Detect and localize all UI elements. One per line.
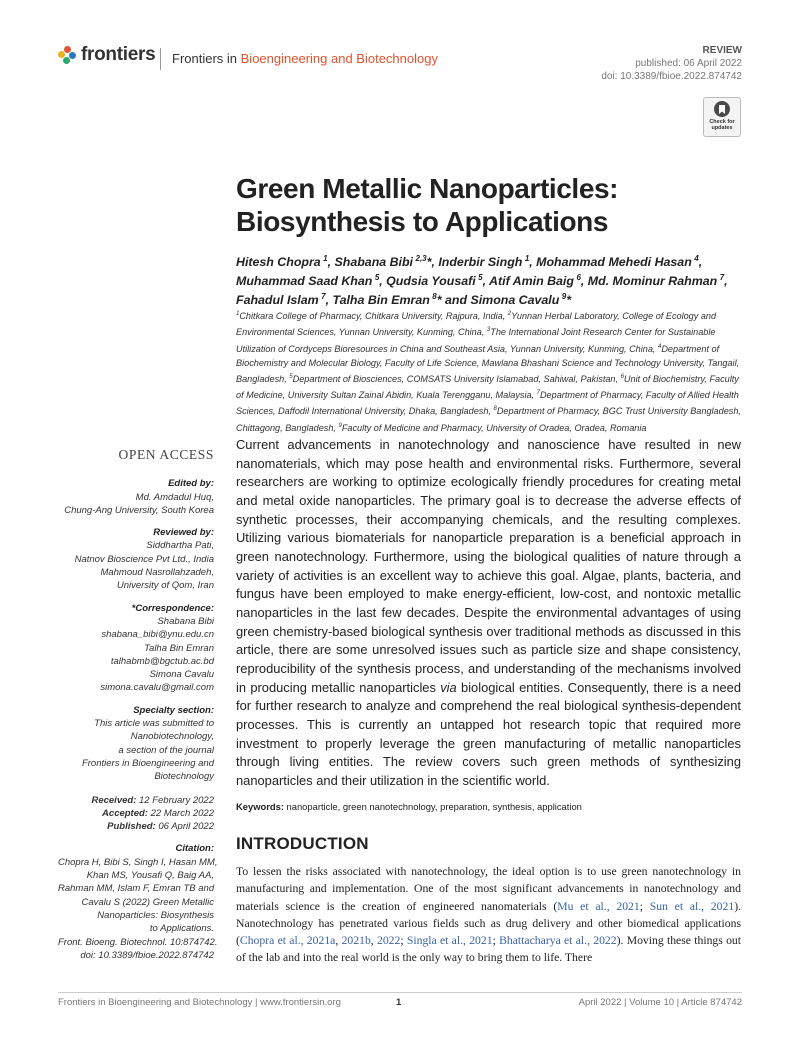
keywords <box>236 801 741 812</box>
frontiers-logo-icon <box>58 46 76 64</box>
affiliation-text: Department of Biosciences, COMSATS University Islamabad, Sahiwal, Pakistan, <box>292 374 621 384</box>
author-separator: , <box>724 274 728 289</box>
journal-name[interactable] <box>172 51 438 66</box>
reference-link[interactable]: Chopra et al., 2021a <box>239 934 336 948</box>
intro-text: ; <box>400 934 407 948</box>
specialty-heading: Specialty section: <box>133 704 214 716</box>
introduction-heading: INTRODUCTION <box>236 834 369 853</box>
affiliation-number: 2 <box>507 311 512 317</box>
affiliation-number: 8 <box>493 406 497 413</box>
author-separator: , <box>327 255 335 270</box>
intro-text: , <box>335 934 342 948</box>
article-type: REVIEW <box>702 45 742 56</box>
author-affiliation-number: 5 <box>374 273 380 283</box>
sidebar-line: simona.cavalu@gmail.com <box>100 682 214 694</box>
author-separator: * <box>566 293 572 308</box>
keywords-text: nanoparticle, green nanotechnology, preparation, synthesis, application <box>283 801 582 812</box>
affiliation-number: 1 <box>236 311 240 317</box>
affiliation-text: Department of Pharmacy, Faculty of Allied Health Sciences, Daffodil International University, Dhaka, Bangladesh, <box>236 390 739 417</box>
published-date: published: 06 April 2022 <box>635 58 742 69</box>
author-separator: , <box>482 274 490 289</box>
sidebar-line: Nanoparticles: Biosynthesis <box>97 909 214 921</box>
sidebar-line: Rahman MM, Islam F, Emran TB and <box>58 883 215 895</box>
article-doi[interactable]: doi: 10.3389/fbioe.2022.874742 <box>601 71 742 82</box>
author-name[interactable]: Hitesh Chopra <box>236 255 321 270</box>
check-for-updates-button[interactable] <box>703 97 741 137</box>
affiliation-text: The International Joint Research Center for Sustainable Utilization of Cordyceps Bioresources in China and Southeast Asia, Yunnan University, Kunming, China, <box>236 327 716 354</box>
date-line <box>58 794 214 807</box>
author-affiliation-number: 9 <box>561 292 567 302</box>
affiliation-number: 3 <box>486 327 491 334</box>
author-list <box>236 251 741 308</box>
reference-link[interactable]: Singla et al., 2021 <box>406 934 493 948</box>
author-name[interactable]: Atif Amin Baig <box>489 274 574 289</box>
sidebar-line: to Applications. <box>149 923 214 935</box>
sidebar-line: Natnov Bioscience Pvt Ltd., India <box>74 553 214 565</box>
author-separator: , <box>379 274 387 289</box>
sidebar-line: Biotechnology <box>154 771 214 783</box>
sidebar-line: Chung-Ang University, South Korea <box>64 504 214 516</box>
affiliation-text: Department of Pharmacy, BGC Trust University Bangladesh, Chittagong, Bangladesh, <box>236 406 741 433</box>
reference-link[interactable]: Mu et al., 2021 <box>557 899 640 913</box>
footer-journal[interactable]: Frontiers in Bioengineering and Biotechnology | www.frontiersin.org <box>58 997 341 1008</box>
specialty-block <box>58 717 214 783</box>
affiliation-number: 4 <box>658 343 662 350</box>
edited-by-block <box>58 491 214 518</box>
sidebar-line: Mahmoud Nasrollahzadeh, <box>100 567 214 579</box>
introduction-body <box>236 863 741 967</box>
author-name[interactable]: Md. Mominur Rahman <box>587 274 718 289</box>
affiliation-text: Department of Biochemistry and Molecular Biology, Faculty of Life Science, Mawlana Bhashani Science and Technology University, Tangail, Bangladesh, <box>236 343 740 384</box>
edited-by-heading: Edited by: <box>168 478 214 490</box>
author-separator: *, <box>426 255 439 270</box>
sidebar-line: Siddhartha Pati, <box>146 540 214 552</box>
author-affiliation-number: 1 <box>524 254 530 263</box>
correspondence-block <box>58 615 214 695</box>
header-divider <box>160 48 161 70</box>
reviewed-by-block <box>58 539 214 592</box>
keywords-label: Keywords: <box>236 801 284 812</box>
affiliation-text: Unit of Biochemistry, Faculty of Medicine, University Sultan Zainal Abidin, Kuala Terengganu, Malaysia, <box>236 374 739 401</box>
article-info-sidebar <box>58 447 218 962</box>
intro-text: , <box>370 934 377 948</box>
sidebar-line: Front. Bioeng. Biotechnol. 10:874742. <box>58 936 218 948</box>
author-separator: , <box>325 293 333 308</box>
sidebar-line: talhabmb@bgctub.ac.bd <box>110 655 214 667</box>
date-line <box>58 820 214 833</box>
sidebar-line: shabana_bibi@ynu.edu.cn <box>101 629 214 641</box>
date-value: 12 February 2022 <box>136 794 214 806</box>
sidebar-line: Khan MS, Yousafi Q, Baig AA, <box>86 870 214 882</box>
affiliation-number: 9 <box>338 422 342 429</box>
check-updates-line: updates <box>711 125 733 131</box>
footer-divider <box>58 992 742 993</box>
author-affiliation-number: 8 <box>432 292 437 302</box>
title-line: Biosynthesis to Applications <box>236 206 609 237</box>
sidebar-line: Frontiers in Bioengineering and <box>81 757 214 769</box>
date-label: Received: <box>91 794 137 806</box>
author-name[interactable]: Simona Cavalu <box>470 293 560 308</box>
author-name[interactable]: Qudsia Yousafi <box>386 274 476 289</box>
check-for-updates-label <box>709 119 734 131</box>
sidebar-line: Shabana Bibi <box>157 615 214 627</box>
bookmark-icon <box>714 101 730 117</box>
sidebar-line: Nanobiotechnology, <box>130 731 214 743</box>
author-separator: , <box>698 255 703 270</box>
sidebar-line: Simona Cavalu <box>149 669 214 681</box>
journal-accent: Bioengineering and Biotechnology <box>240 51 438 66</box>
reference-link[interactable]: Sun et al., 2021 <box>649 899 735 913</box>
sidebar-line: University of Qom, Iran <box>116 580 214 592</box>
sidebar-line: Md. Amdadul Huq, <box>135 491 214 503</box>
author-affiliation-number: 4 <box>694 254 699 263</box>
intro-text: To lessen the risks associated with nanotechnology, the ideal option is to use green nanotechnology in manufacturing and implementation. One of the most significant advancements in nanotechnology and materials science is the creation of engineered nanomaterials ( <box>236 865 741 913</box>
sidebar-line: This article was submitted to <box>94 718 214 730</box>
author-name[interactable]: Fahadul Islam <box>236 293 319 308</box>
affiliation-text: Yunnan Herbal Laboratory, College of Ecology and Environmental Sciences, Yunnan University, Kunming, China, <box>236 311 717 338</box>
author-affiliation-number: 1 <box>323 254 328 263</box>
article-meta <box>601 44 742 83</box>
correspondence-heading: *Correspondence: <box>131 602 214 614</box>
sidebar-line: Talha Bin Emran <box>144 642 214 654</box>
abstract-text: Current advancements in nanotechnology and nanoscience have resulted in new nanomaterials, which may pose health and environmental risks. Furthermore, several researchers are working to optimize ecologically friendly procedures for creating metal and metal oxide nanoparticles. The primary goal is to decrease the adverse effects of synthetic processes, their accompanying chemicals, and the resulting complexes. Utilizing various biomaterials for nanoparticle preparation is a beneficial approach in green nanotechnology. Furthermore, using the biological qualities of nature through a variety of activities is an excellent way to achieve this goal. Algae, plants, bacteria, and fungus have been employed to make energy-efficient, low-cost, and nontoxic metallic nanoparticles in the last few decades. Despite the environmental advantages of using green chemistry-based biological synthesis over traditional methods as discussed in this article, there are some unresolved issues such as particle size and shape consistency, reproducibility of the synthesis process, and understanding of the mechanisms involved in producing metallic nanoparticles <box>236 437 741 695</box>
abstract-text: biological entities. Consequently, there is a need for further research to analyze and comprehend the real biological synthesis-dependent processes. This is currently an untapped hot research topic that required more investment to properly leverage the green manufacturing of metallic nanoparticles through living entities. The review covers such green methods of synthesizing nanoparticles and their utilization in the scientific world. <box>236 679 741 788</box>
author-name[interactable]: Talha Bin Emran <box>332 293 430 308</box>
date-label: Accepted: <box>102 807 148 819</box>
page-number: 1 <box>396 997 402 1008</box>
frontiers-logo[interactable] <box>58 44 155 66</box>
author-name[interactable]: Muhammad Saad Khan <box>236 274 373 289</box>
intro-text: ; <box>639 899 650 913</box>
intro-text: ; <box>492 934 500 948</box>
title-line: Green Metallic Nanoparticles: <box>236 173 619 204</box>
check-updates-line: Check for <box>709 119 735 125</box>
sidebar-line: a section of the journal <box>118 744 214 756</box>
affiliation-number: 6 <box>620 373 624 380</box>
logo-text: frontiers <box>81 44 156 65</box>
reference-link[interactable]: Bhattacharya et al., 2022 <box>499 934 617 948</box>
author-affiliation-number: 7 <box>719 273 725 283</box>
author-name[interactable]: Shabana Bibi <box>334 255 414 270</box>
reference-link[interactable]: 2022 <box>376 934 401 948</box>
abstract <box>236 436 741 790</box>
affiliation-number: 5 <box>289 373 293 380</box>
dates-block <box>58 794 214 834</box>
sidebar-line: Chopra H, Bibi S, Singh I, Hasan MM, <box>58 856 218 868</box>
journal-prefix: Frontiers in <box>172 51 241 66</box>
intro-text: ). Moving these things out of the lab and into the real world is the only way to bring them to life. There <box>236 934 742 965</box>
citation-heading: Citation: <box>175 843 214 855</box>
author-name[interactable]: Inderbir Singh <box>438 255 523 270</box>
author-affiliation-number: 6 <box>576 273 581 283</box>
abstract-italic: via <box>440 679 457 695</box>
reviewed-by-heading: Reviewed by: <box>153 527 214 539</box>
sidebar-line: doi: 10.3389/fbioe.2022.874742 <box>80 949 214 961</box>
intro-text: ). Nanotechnology has penetrated various fields such as drug delivery and other biomedical applications ( <box>236 899 742 948</box>
date-line <box>58 807 214 820</box>
date-value: 06 April 2022 <box>155 821 214 833</box>
author-separator: * and <box>436 293 471 308</box>
date-value: 22 March 2022 <box>147 807 214 819</box>
footer-issue: April 2022 | Volume 10 | Article 874742 <box>578 997 742 1008</box>
author-affiliation-number: 5 <box>478 273 483 283</box>
affiliations <box>236 307 741 435</box>
reference-link[interactable]: 2021b <box>341 934 371 948</box>
date-label: Published: <box>107 821 156 833</box>
author-separator: , <box>580 274 588 289</box>
author-affiliation-number: 7 <box>321 292 326 302</box>
sidebar-line: Cavalu S (2022) Green Metallic <box>81 896 214 908</box>
author-affiliation-number: 2,3 <box>415 254 427 263</box>
author-separator: , <box>529 255 537 270</box>
citation-block <box>58 856 218 962</box>
author-name[interactable]: Mohammad Mehedi Hasan <box>536 255 692 270</box>
affiliation-text: Chitkara College of Pharmacy, Chitkara University, Rajpura, India, <box>239 311 508 322</box>
affiliation-number: 7 <box>536 390 540 397</box>
affiliation-text: Faculty of Medicine and Pharmacy, University of Oradea, Oradea, Romania <box>341 422 647 433</box>
article-title <box>236 172 736 238</box>
open-access-label[interactable]: OPEN ACCESS <box>118 447 214 462</box>
